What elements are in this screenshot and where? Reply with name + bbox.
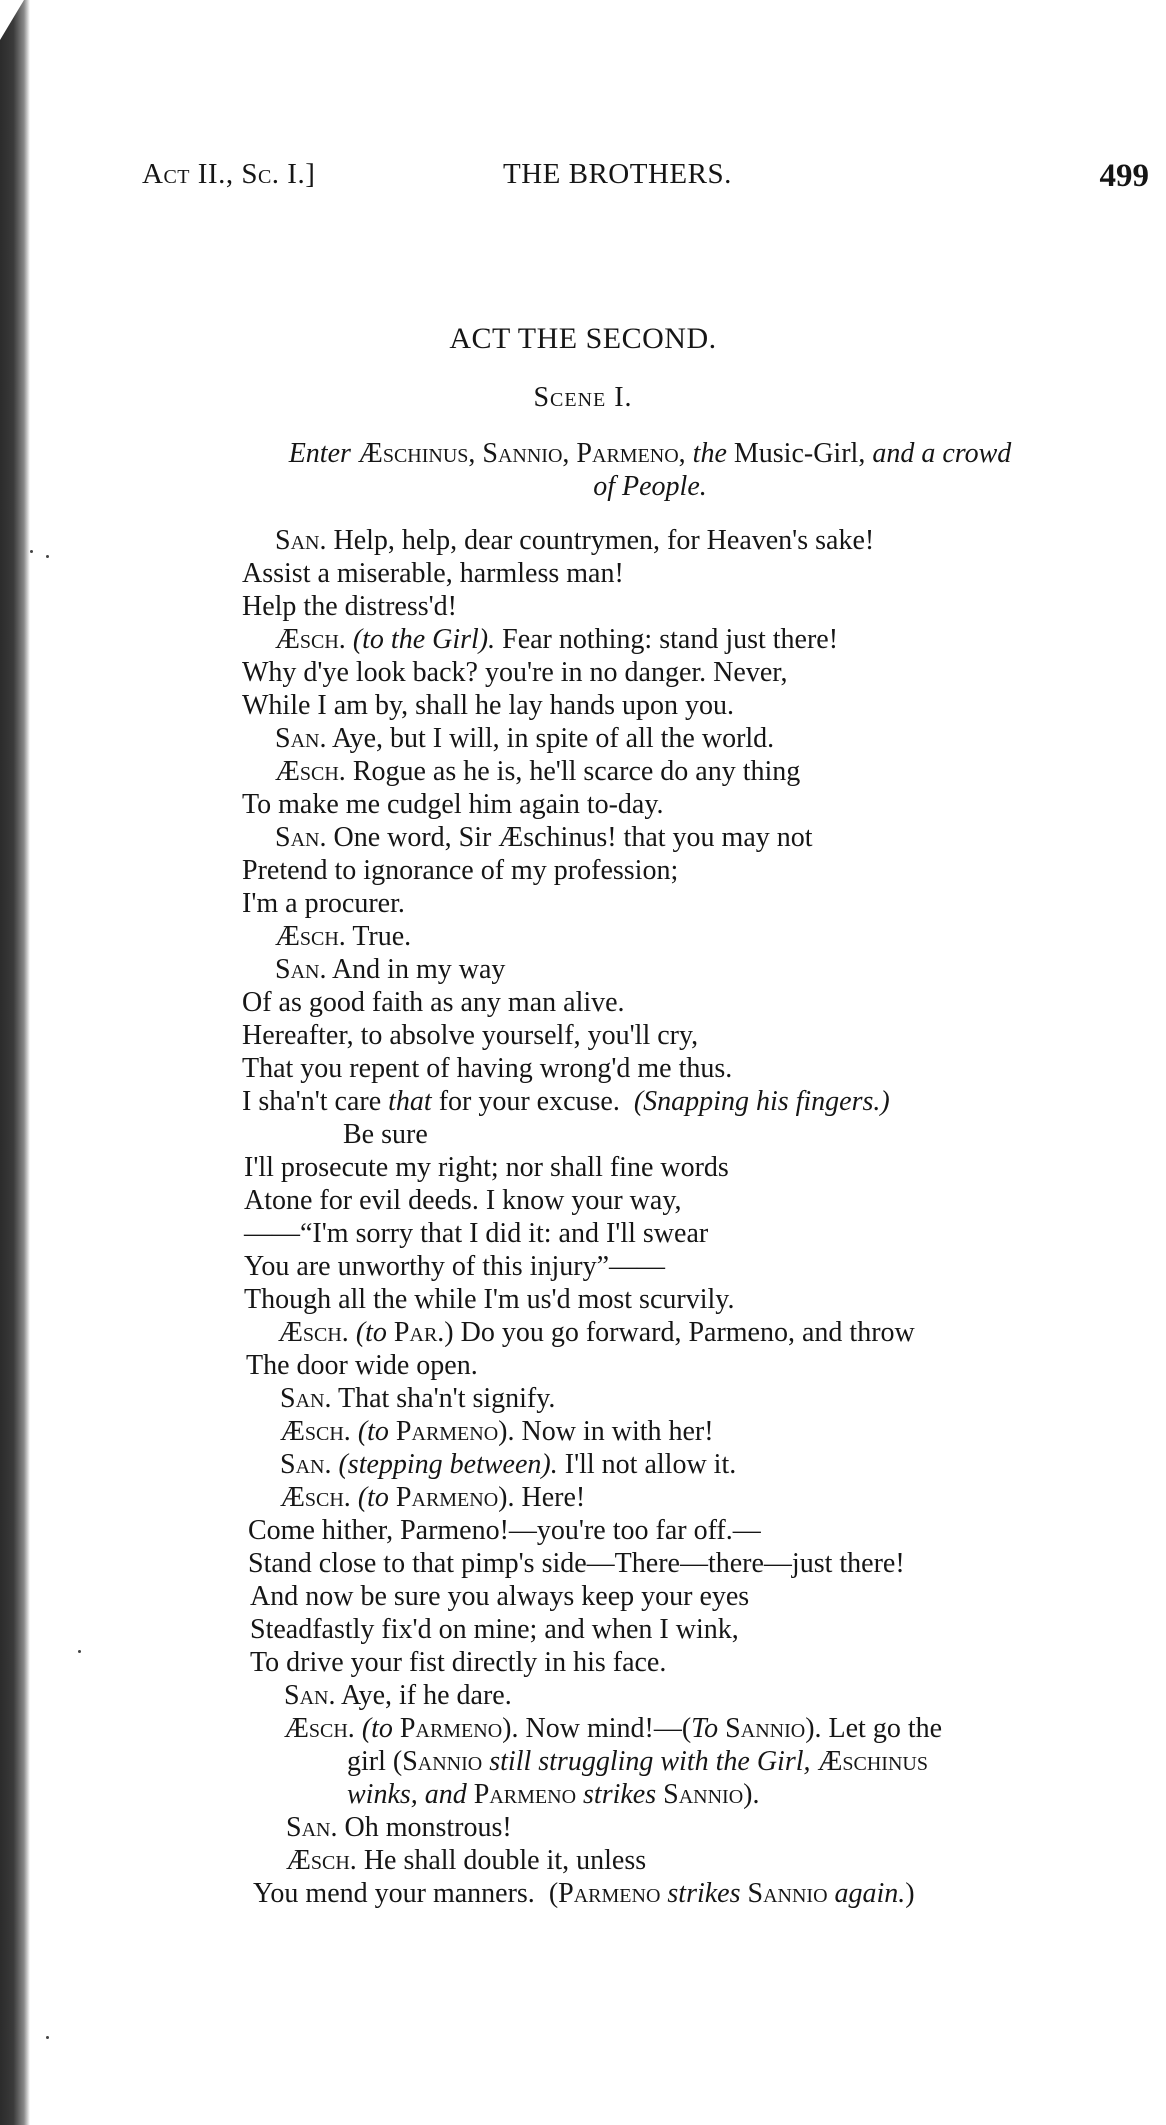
verse-line: San. Help, help, dear countrymen, for Heaven's sake! — [275, 525, 875, 556]
verse-line: San. One word, Sir Æschinus! that you may not — [275, 822, 813, 853]
verse-line: I sha'n't care that for your excuse. (Snapping his fingers.) — [242, 1086, 890, 1117]
verse-line: Of as good faith as any man alive. — [242, 987, 625, 1018]
verse-line: I'm a procurer. — [242, 888, 405, 919]
verse-line: Help the distress'd! — [242, 591, 458, 622]
verse-line: girl (Sannio still struggling with the Girl, Æschinus — [347, 1746, 928, 1777]
book-title: THE BROTHERS. — [503, 158, 732, 190]
verse-line: You mend your manners. (Parmeno strikes Sannio again.) — [253, 1878, 915, 1909]
speck — [30, 550, 33, 553]
verse-line: ——“I'm sorry that I did it: and I'll swear — [244, 1218, 709, 1249]
verse-line: You are unworthy of this injury”—— — [244, 1251, 666, 1282]
scene-heading: Scene I. — [533, 382, 633, 413]
verse-line: Æsch. True. — [275, 921, 412, 952]
verse-line: Stand close to that pimp's side—There—there—just there! — [248, 1548, 905, 1579]
verse-line: Æsch. (to Parmeno). Now mind!—(To Sannio). Let go the — [284, 1713, 943, 1744]
verse-line: San. And in my way — [275, 954, 506, 985]
verse-line: San. Aye, if he dare. — [284, 1680, 512, 1711]
verse-line: Though all the while I'm us'd most scurvily. — [244, 1284, 735, 1315]
speck — [78, 1650, 81, 1653]
speck — [46, 2036, 49, 2039]
verse-line: Hereafter, to absolve yourself, you'll cry, — [242, 1020, 699, 1051]
verse-line: Æsch. (to Parmeno). Now in with her! — [280, 1416, 714, 1447]
book-spine-shadow — [0, 0, 30, 2125]
verse-line: Assist a miserable, harmless man! — [242, 558, 624, 589]
verse-line: San. (stepping between). I'll not allow it. — [280, 1449, 737, 1480]
page-corner — [0, 0, 24, 40]
verse-line: Come hither, Parmeno!—you're too far off.— — [248, 1515, 761, 1546]
page-number: 499 — [1099, 158, 1149, 194]
verse-line: To make me cudgel him again to-day. — [242, 789, 664, 820]
verse-line: winks, and Parmeno strikes Sannio). — [347, 1779, 760, 1810]
verse-line: Atone for evil deeds. I know your way, — [244, 1185, 682, 1216]
running-header — [0, 158, 1166, 204]
act-heading: ACT THE SECOND. — [449, 322, 717, 355]
verse-line: San. Oh monstrous! — [286, 1812, 512, 1843]
verse-line: Æsch. He shall double it, unless — [286, 1845, 647, 1876]
verse-line: The door wide open. — [246, 1350, 478, 1381]
verse-line: I'll prosecute my right; nor shall fine words — [244, 1152, 729, 1183]
speck — [46, 555, 49, 558]
verse-line: While I am by, shall he lay hands upon you. — [242, 690, 734, 721]
verse-line: Why d'ye look back? you're in no danger. Never, — [242, 657, 788, 688]
verse-line: Pretend to ignorance of my profession; — [242, 855, 679, 886]
act-reference: Act II., Sc. I.] — [142, 158, 316, 190]
verse-line: Steadfastly fix'd on mine; and when I wink, — [250, 1614, 739, 1645]
verse-line: Æsch. (to Par.) Do you go forward, Parmeno, and throw — [278, 1317, 915, 1348]
verse-line: Be sure — [343, 1119, 428, 1150]
verse-line: Æsch. (to Parmeno). Here! — [280, 1482, 586, 1513]
verse-line: San. That sha'n't signify. — [280, 1383, 556, 1414]
verse-line: To drive your fist directly in his face. — [250, 1647, 667, 1678]
verse-line: San. Aye, but I will, in spite of all the world. — [275, 723, 775, 754]
verse-line: Æsch. (to the Girl). Fear nothing: stand just there! — [275, 624, 839, 655]
verse-line: And now be sure you always keep your eyes — [250, 1581, 750, 1612]
verse-line: Æsch. Rogue as he is, he'll scarce do any thing — [275, 756, 801, 787]
verse-line: That you repent of having wrong'd me thus. — [242, 1053, 733, 1084]
stage-direction: Enter Æschinus, Sannio, Parmeno, the Music-Girl, and a crowd of People. — [288, 438, 1012, 502]
